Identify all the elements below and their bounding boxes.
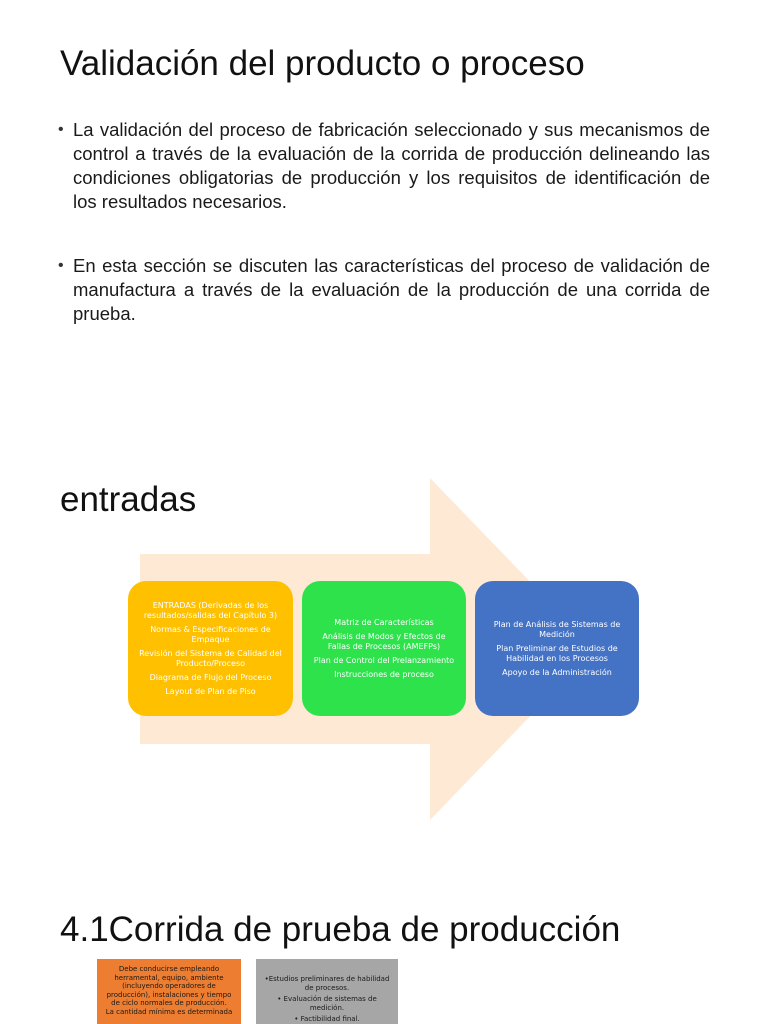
slide-title-corrida: 4.1Corrida de prueba de producción bbox=[60, 910, 621, 949]
studies-panel bbox=[256, 959, 398, 1024]
panel-line: La cantidad mínima es determinada bbox=[105, 1007, 233, 1016]
slide-title-entradas: entradas bbox=[60, 480, 197, 519]
panel-line: Debe conducirse empleando herramental, equipo, ambiente (incluyendo operadores de producción), instalaciones y tiempo de ciclo normales de producción. bbox=[106, 965, 232, 1007]
box-line: Plan de Análisis de Sistemas de Medición bbox=[493, 619, 621, 639]
bullet-item bbox=[58, 254, 710, 326]
box-line: Plan Preliminar de Estudios de Habilidad en los Procesos bbox=[496, 643, 618, 663]
box-line: Plan de Control del Prelanzamiento bbox=[313, 655, 455, 665]
box-line: Diagrama de Flujo del Proceso bbox=[149, 672, 272, 682]
box-line: Análisis de Modos y Efectos de Fallas de Procesos (AMEFPs) bbox=[322, 631, 446, 651]
box-line: Layout de Plan de Piso bbox=[165, 686, 256, 696]
bullet-text: En esta sección se discuten las características del proceso de validación de manufactura a través de la evaluación de la producción de una corrida de prueba. bbox=[73, 255, 710, 324]
panel-line: • Factibilidad final. bbox=[294, 1015, 360, 1023]
panel-line: •Estudios preliminares de habilidad de procesos. bbox=[264, 975, 390, 992]
box-line: ENTRADAS (Derivadas de los resultados/salidas del Capítulo 3) bbox=[143, 600, 278, 620]
bullet-text: La validación del proceso de fabricación seleccionado y sus mecanismos de control a través de la evaluación de la corrida de producción delineando las condiciones obligatorias de producción y los requisitos de identificación de los resultados necesarios. bbox=[73, 119, 710, 212]
measurement-plan-box bbox=[475, 581, 639, 716]
characteristics-box bbox=[302, 581, 466, 716]
box-line: Normas & Especificaciones de Empaque bbox=[150, 624, 271, 644]
bullet-list bbox=[58, 118, 710, 366]
box-line: Revisión del Sistema de Calidad del Producto/Proceso bbox=[139, 648, 282, 668]
inputs-box bbox=[128, 581, 293, 716]
bullet-dot-icon: • bbox=[58, 121, 64, 138]
bullet-dot-icon: • bbox=[58, 257, 64, 274]
box-line: Instrucciones de proceso bbox=[334, 669, 434, 679]
box-line: Matriz de Características bbox=[334, 617, 434, 627]
bullet-item bbox=[58, 118, 710, 214]
slide-title-validacion: Validación del producto o proceso bbox=[60, 44, 585, 83]
box-line: Apoyo de la Administración bbox=[502, 667, 612, 677]
conditions-panel bbox=[97, 959, 241, 1024]
panel-line: • Evaluación de sistemas de medición. bbox=[277, 995, 377, 1012]
